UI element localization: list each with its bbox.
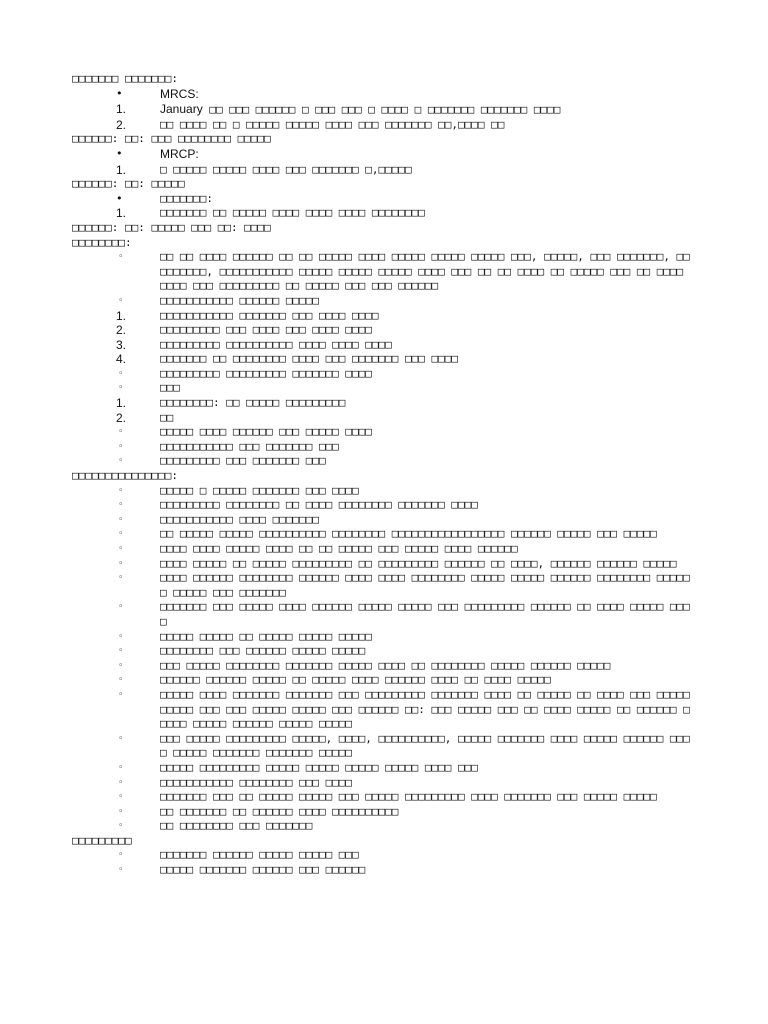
- numbered-item: [72, 323, 696, 338]
- item-text: MRCS:: [160, 86, 199, 101]
- item-text: □□ □□ □□□□ □□□□□□ □□ □□ □□□□□ □□□□ □□□□□ □□□□□ □□□□□ □□□, □□□□□, □□□ □□□□□□□, □□□□□□□□□, □□□□□□□□□□□ □□□□□ □□□□□ □□□□□ □□□□ □□□ □□ □□ □□□□ □□ □□□□□ □□□ □□ □□□□ □□□□ □□□ □□□□□□□□□ □□ □□□□□ □□□ □□□ □□□□□□: [160, 250, 690, 293]
- sub-bullet-item: [72, 294, 696, 309]
- item-text: January □□ □□□ □□□□□□ □ □□□ □□□ □ □□□□ □ □□□□□□□ □□□□□□□ □□□□: [160, 102, 561, 117]
- numbered-item: [72, 118, 696, 133]
- item-text: □□□□□□□ □□□□□□ □□□□□ □□□□□ □□□: [160, 848, 359, 862]
- bullet-marker: ◦: [118, 602, 124, 613]
- bullet-marker: ◦: [118, 485, 124, 496]
- bullet-marker: ◦: [118, 441, 124, 452]
- sub-bullet-item: [72, 805, 696, 820]
- item-number: 1.: [116, 308, 127, 323]
- heading-text: □□□□□□□□:: [72, 235, 132, 249]
- numbered-item: [72, 102, 696, 118]
- item-text: □□ □□□□□□□ □□ □□□□□□ □□□□ □□□□□□□□□□: [160, 804, 399, 818]
- item-text: □□□□□□□ □□□ □□ □□□□□ □□□□□ □□□ □□□□□ □□□□□□□□□ □□□□ □□□□□□□ □□□ □□□□□ □□□□□: [160, 790, 657, 804]
- item-text: □□□□□□□□□□□ □□□ □□□□□□□ □□□: [160, 439, 339, 453]
- item-text: □□□□□ □□□□ □□□□□□□ □□□□□□□ □□□ □□□□□□□□□ □□□□□□□ □□□□ □□ □□□□□ □□ □□□□ □□□ □□□□□ □□□□□ □□□ □□□ □□□□□ □□□□□ □□□ □□□□□□ □□: □□□ □□□□□ □□□ □□ □□□□ □□□□□ □□ □□□□□□ □□□□□ □□□□□ □□□□□□ □□□□□ □□□□□: [160, 687, 690, 731]
- numbered-item: [72, 338, 696, 353]
- numbered-item: [72, 396, 696, 411]
- item-text: □ □□□□□ □□□□□ □□□□ □□□ □□□□□□□ □,□□□□□: [160, 162, 412, 176]
- item-text: □□□□□□ □□□□□□ □□□□□ □□ □□□□□ □□□□ □□□□□□ □□□□ □□ □□□□ □□□□□: [160, 673, 551, 687]
- numbered-item: [72, 411, 696, 426]
- sub-bullet-item: [72, 367, 696, 382]
- bullet-marker: ◦: [118, 646, 124, 657]
- bullet-marker: ◦: [118, 558, 124, 569]
- bullet-marker: ◦: [118, 821, 124, 832]
- section-heading: [72, 72, 696, 87]
- item-text: □□□□□□□□□ □□□□□□□□□ □□□□□□□ □□□□: [160, 366, 372, 380]
- item-text: □□: [160, 410, 174, 424]
- sub-bullet-item: [72, 863, 696, 878]
- bullet-marker: ◦: [118, 544, 124, 554]
- sub-bullet-item: [72, 513, 696, 528]
- heading-text: □□□□□□□□□: [72, 833, 132, 847]
- sub-bullet-item: [72, 688, 696, 732]
- bullet-item: [72, 192, 696, 207]
- bullet-marker: ◦: [118, 675, 124, 686]
- sub-bullet-item: [72, 250, 696, 294]
- item-text: □□ □□□□□ □□□□□ □□□□□□□□□□ □□□□□□□□ □□□□□□□□□□□□□□□□□ □□□□□□ □□□□□ □□□ □□□□□: [160, 527, 657, 541]
- sub-bullet-item: [72, 381, 696, 396]
- item-number: 1.: [116, 162, 127, 177]
- item-number: 2.: [116, 117, 127, 132]
- item-number: 2.: [116, 323, 127, 338]
- item-text: □□□□□ □□□□ □□□□□□ □□□ □□□□□ □□□□: [160, 425, 372, 439]
- item-text: □□□□□□□□□□□ □□□□ □□□□□□□: [160, 512, 319, 526]
- item-text: □□□□□ □□□□□□□ □□□□□□ □□□ □□□□□□: [160, 863, 366, 877]
- section-heading: [72, 236, 696, 251]
- sub-bullet-item: [72, 790, 696, 805]
- item-text: □□□: [160, 381, 180, 395]
- heading-text: □□□□□□: □□: □□□□□ □□□ □□: □□□□: [72, 220, 271, 234]
- sub-bullet-item: [72, 498, 696, 513]
- item-text: MRCP:: [160, 146, 199, 161]
- bullet-marker: ◦: [118, 806, 124, 817]
- numbered-item: [72, 309, 696, 324]
- heading-text: □□□□□□□ □□□□□□□:: [72, 72, 178, 85]
- item-text: □□□□□□□□□ □□□ □□□□□□□ □□□: [160, 454, 326, 468]
- sub-bullet-item: [72, 673, 696, 688]
- item-text: □□ □□□□ □□ □ □□□□□ □□□□□ □□□□ □□□ □□□□□□□ □□,□□□□ □□: [160, 117, 505, 131]
- item-text: □□□□□□□:: [160, 191, 213, 205]
- item-text: □□ □□□□□□□□ □□□ □□□□□□□: [160, 819, 313, 833]
- item-text: □□□□ □□□□□ □□ □□□□□ □□□□□□□□□ □□ □□□□□□□□□ □□□□□□ □□ □□□□, □□□□□□ □□□□□□ □□□□□: [160, 556, 677, 570]
- sub-bullet-item: [72, 761, 696, 776]
- item-number: 4.: [116, 352, 127, 367]
- item-text: □□□ □□□□□ □□□□□□□□ □□□□□□□ □□□□□ □□□□ □□ □□□□□□□□ □□□□□ □□□□□□ □□□□□: [160, 658, 611, 672]
- item-number: 2.: [116, 410, 127, 425]
- bullet-marker: ◦: [118, 631, 124, 642]
- sub-bullet-item: [72, 644, 696, 659]
- section-heading: [72, 834, 696, 849]
- section-heading: [72, 177, 696, 192]
- bullet-marker: ◦: [118, 500, 124, 511]
- bullet-marker: ◦: [118, 368, 124, 379]
- bullet-marker: ◦: [118, 427, 124, 438]
- item-number: 1.: [116, 396, 127, 411]
- item-number: 1.: [116, 206, 127, 221]
- numbered-item: [72, 163, 696, 178]
- sub-bullet-item: [72, 732, 696, 761]
- sub-bullet-item: [72, 848, 696, 863]
- item-text: □□□□□□□□ □□□ □□□□□□ □□□□□ □□□□□: [160, 644, 366, 658]
- bullet-marker: ◦: [118, 733, 124, 744]
- bullet-marker: •: [116, 191, 123, 205]
- item-text: □□□□□ □ □□□□□ □□□□□□□ □□□ □□□□: [160, 483, 359, 497]
- bullet-marker: ◦: [118, 252, 124, 263]
- item-text: □□□□ □□□□□□ □□□□□□□□ □□□□□□ □□□□ □□□□ □□□□□□□□ □□□□□ □□□□□ □□□□□□ □□□□□□□□ □□□□□ □ □□□□□ □□□ □□□□□□□: [160, 571, 690, 599]
- bullet-marker: ◦: [118, 660, 124, 671]
- item-text: □□□□□□□□□ □□□ □□□□ □□□ □□□□ □□□□: [160, 323, 372, 337]
- sub-bullet-item: [72, 440, 696, 455]
- sub-bullet-item: [72, 527, 696, 542]
- item-text: □□□□□□□□□□□ □□□□□□ □□□□□: [160, 293, 319, 307]
- bullet-marker: •: [116, 146, 123, 160]
- bullet-marker: ◦: [118, 456, 124, 467]
- sub-bullet-item: [72, 484, 696, 499]
- bullet-marker: ◦: [118, 777, 124, 788]
- section-heading: [72, 469, 696, 484]
- sub-bullet-item: [72, 659, 696, 674]
- item-text: □□□□ □□□□ □□□□□ □□□□ □□ □□ □□□□□ □□□ □□□□□ □□□□ □□□□□□: [160, 542, 518, 555]
- sub-bullet-item: [72, 776, 696, 791]
- sub-bullet-item: [72, 819, 696, 834]
- sub-bullet-item: [72, 425, 696, 440]
- sub-bullet-item: [72, 630, 696, 645]
- sub-bullet-item: [72, 542, 696, 557]
- sub-bullet-item: [72, 571, 696, 600]
- bullet-marker: ◦: [118, 850, 124, 861]
- sub-bullet-item: [72, 557, 696, 572]
- item-text: □□□□□□□□□□□ □□□□□□□ □□□ □□□□ □□□□: [160, 308, 379, 322]
- item-text: □□□□□□□□□ □□□□□□□□□□ □□□□ □□□□ □□□□: [160, 337, 392, 351]
- bullet-marker: ◦: [118, 762, 124, 773]
- item-text: □□□ □□□□□ □□□□□□□□□ □□□□□, □□□□, □□□□□□□□□□, □□□□□ □□□□□□□ □□□□ □□□□□ □□□□□□ □□□□ □□□□□ □□□□□□□ □□□□□□□ □□□□□: [160, 731, 690, 760]
- numbered-item: [72, 206, 696, 221]
- heading-text: □□□□□□: □□: □□□ □□□□□□□□ □□□□□: [72, 132, 271, 146]
- bullet-marker: ◦: [118, 689, 124, 700]
- bullet-item: [72, 87, 696, 103]
- bullet-item: [72, 147, 696, 163]
- item-text: □□□□□ □□□□□□□□□ □□□□□ □□□□□ □□□□□ □□□□□ □□□□ □□□: [160, 760, 478, 774]
- item-text: □□□□□□□□□ □□□□□□□□ □□ □□□□ □□□□□□□□ □□□□□□□ □□□□: [160, 498, 478, 512]
- bullet-marker: ◦: [118, 514, 124, 525]
- bullet-marker: ◦: [118, 865, 124, 876]
- item-number: 1.: [116, 102, 127, 117]
- section-heading: [72, 132, 696, 147]
- item-text: □□□□□□□□: □□ □□□□□ □□□□□□□□□: [160, 396, 346, 410]
- bullet-marker: •: [116, 86, 123, 100]
- document-body: [72, 72, 696, 878]
- bullet-marker: ◦: [118, 573, 124, 584]
- item-text: □□□□□□□ □□ □□□□□ □□□□ □□□□ □□□□ □□□□□□□□: [160, 206, 425, 220]
- bullet-marker: ◦: [118, 383, 124, 394]
- section-heading: [72, 221, 696, 236]
- item-text: □□□□□ □□□□□ □□ □□□□□ □□□□□ □□□□□: [160, 629, 372, 643]
- sub-bullet-item: [72, 454, 696, 469]
- bullet-marker: ◦: [118, 295, 124, 306]
- heading-text: □□□□□□: □□: □□□□□: [72, 177, 185, 191]
- sub-bullet-item: [72, 600, 696, 629]
- item-text: □□□□□□□ □□ □□□□□□□□ □□□□ □□□ □□□□□□□ □□□ □□□□: [160, 352, 459, 366]
- bullet-marker: ◦: [118, 792, 124, 803]
- item-text: □□□□□□□ □□□ □□□□□ □□□□ □□□□□□ □□□□□ □□□□□ □□□ □□□□□□□□□ □□□□□□ □□ □□□□ □□□□□ □□□□: [160, 600, 690, 628]
- heading-text: □□□□□□□□□□□□□□□:: [72, 469, 178, 483]
- bullet-marker: ◦: [118, 529, 124, 540]
- item-number: 3.: [116, 337, 127, 352]
- numbered-item: [72, 352, 696, 367]
- item-text: □□□□□□□□□□□ □□□□□□□□ □□□ □□□□: [160, 775, 353, 789]
